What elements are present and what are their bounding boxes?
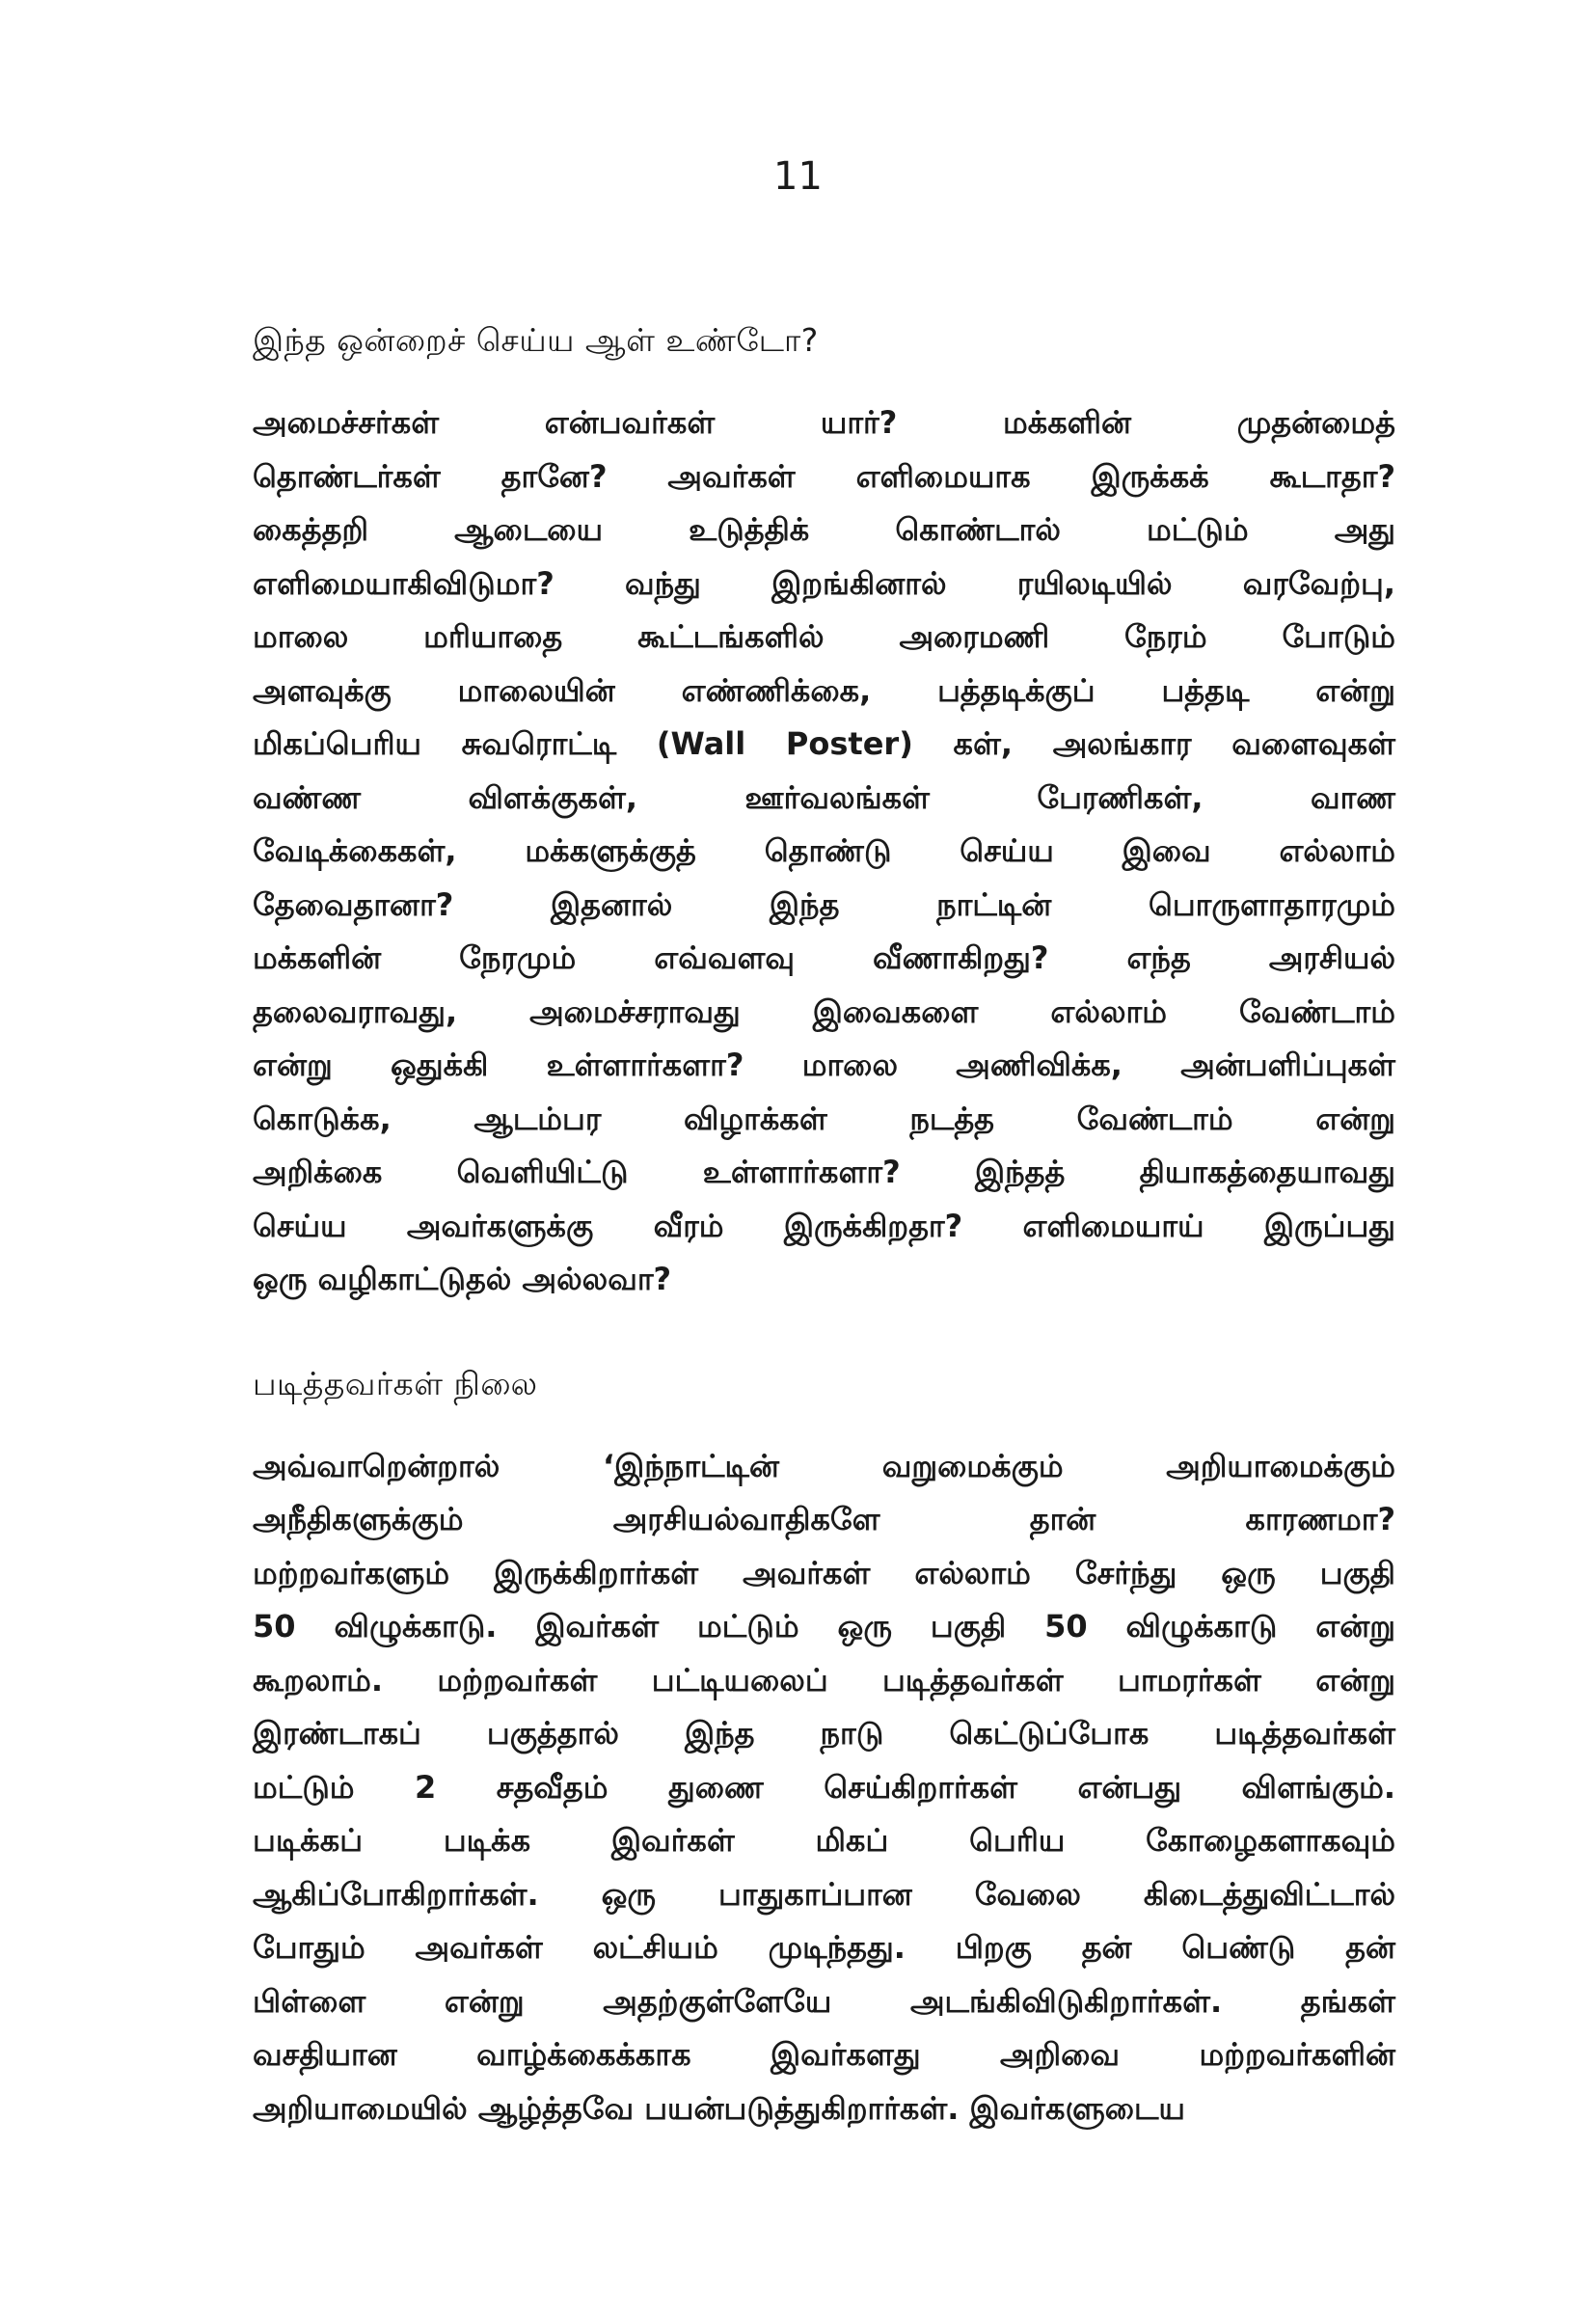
paragraph-line: மிகப்பெரிய சுவரொட்டி (Wall Poster) கள், அலங்கார வளைவுகள் (253, 725, 1395, 762)
paragraph-line: அமைச்சர்கள் என்பவர்கள் யார்? மக்களின் முதன்மைத் (253, 404, 1395, 441)
paragraph-line: தேவைதானா? இதனால் இந்த நாட்டின் பொருளாதாரமும் (253, 885, 1395, 923)
paragraph-line: போதும் அவர்கள் லட்சியம் முடிந்தது. பிறகு தன் பெண்டு தன் (253, 1929, 1395, 1966)
paragraph-line: தொண்டர்கள் தானே? அவர்கள் எளிமையாக இருக்கக் கூடாதா? (253, 457, 1395, 495)
paragraph-line: வசதியான வாழ்க்கைக்காக இவர்களது அறிவை மற்றவர்களின் (253, 2036, 1395, 2073)
paragraph-line: கூறலாம். மற்றவர்கள் பட்டியலைப் படித்தவர்கள் பாமரர்கள் என்று (253, 1661, 1395, 1699)
paragraph-line: கொடுக்க, ஆடம்பர விழாக்கள் நடத்த வேண்டாம் என்று (253, 1100, 1395, 1137)
paragraph-line: என்று ஒதுக்கி உள்ளார்களா? மாலை அணிவிக்க, அன்பளிப்புகள் (253, 1047, 1395, 1083)
page-content (253, 313, 1395, 2135)
paragraph-line: அநீதிகளுக்கும் அரசியல்வாதிகளே தான் காரணமா? (253, 1501, 1395, 1537)
section-paragraph (253, 396, 1395, 1307)
paragraph-line: மாலை மரியாதை கூட்டங்களில் அரைமணி நேரம் போடும் (253, 618, 1395, 655)
paragraph-line: கைத்தறி ஆடையை உடுத்திக் கொண்டால் மட்டும் அது (253, 511, 1395, 548)
section-ministers (253, 313, 1395, 1307)
paragraph-line: அறியாமையில் ஆழ்த்தவே பயன்படுத்துகிறார்கள். இவர்களுடைய (253, 2089, 1185, 2127)
paragraph-line: மற்றவர்களும் இருக்கிறார்கள் அவர்கள் எல்லாம் சேர்ந்து ஒரு பகுதி (253, 1554, 1395, 1591)
paragraph-line: ஆகிப்போகிறார்கள். ஒரு பாதுகாப்பான வேலை கிடைத்துவிட்டால் (253, 1875, 1395, 1913)
section-heading: இந்த ஒன்றைச் செய்ய ஆள் உண்டோ? (253, 321, 819, 359)
page-number: 11 (773, 154, 823, 199)
paragraph-line: அறிக்கை வெளியிட்டு உள்ளார்களா? இந்தத் தியாகத்தையாவது (253, 1154, 1395, 1190)
paragraph-line: அளவுக்கு மாலையின் எண்ணிக்கை, பத்தடிக்குப் பத்தடி என்று (253, 671, 1395, 709)
paragraph-line: தலைவராவது, அமைச்சராவது இவைகளை எல்லாம் வேண்டாம் (253, 992, 1395, 1030)
paragraph-line: வேடிக்கைகள், மக்களுக்குத் தொண்டு செய்ய இவை எல்லாம் (253, 832, 1395, 869)
section-gap (253, 1307, 1395, 1357)
paragraph-line: பிள்ளை என்று அதற்குள்ளேயே அடங்கிவிடுகிறார்கள். தங்கள் (253, 1982, 1395, 2020)
paragraph-line: மக்களின் நேரமும் எவ்வளவு வீணாகிறது? எந்த அரசியல் (253, 939, 1395, 976)
paragraph-line: செய்ய அவர்களுக்கு வீரம் இருக்கிறதா? எளிமையாய் இருப்பது (253, 1207, 1395, 1244)
paragraph-line: அவ்வாறென்றால் ‘இந்நாட்டின் வறுமைக்கும் அறியாமைக்கும் (253, 1447, 1395, 1484)
paragraph-line: படிக்கப் படிக்க இவர்கள் மிகப் பெரிய கோழைகளாகவும் (253, 1822, 1395, 1859)
section-educated (253, 1357, 1395, 2136)
section-paragraph (253, 1440, 1395, 2136)
paragraph-line: வண்ண விளக்குகள், ஊர்வலங்கள் பேரணிகள், வாண (253, 778, 1395, 816)
paragraph-line: மட்டும் 2 சதவீதம் துணை செய்கிறார்கள் என்பது விளங்கும். (253, 1768, 1395, 1806)
paragraph-line: ஒரு வழிகாட்டுதல் அல்லவா? (253, 1261, 672, 1297)
paragraph-line: 50 விழுக்காடு. இவர்கள் மட்டும் ஒரு பகுதி 50 விழுக்காடு என்று (253, 1608, 1395, 1645)
paragraph-line: எளிமையாகிவிடுமா? வந்து இறங்கினால் ரயிலடியில் வரவேற்பு, (253, 564, 1395, 602)
section-heading: படித்தவர்கள் நிலை (253, 1364, 538, 1402)
paragraph-line: இரண்டாகப் பகுத்தால் இந்த நாடு கெட்டுப்போக படித்தவர்கள் (253, 1715, 1395, 1752)
